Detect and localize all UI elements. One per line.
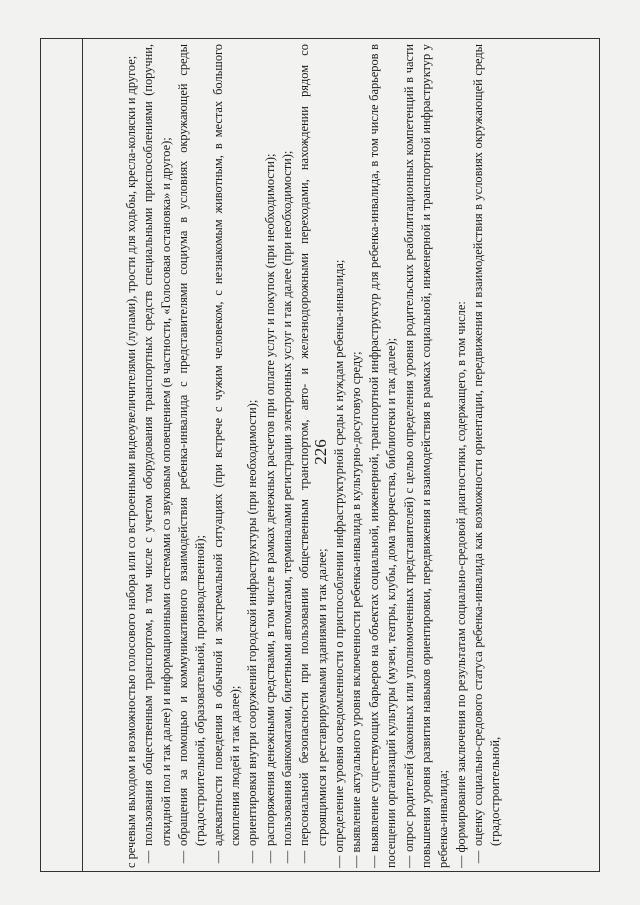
list-item [470, 44, 505, 868]
list-item [296, 44, 331, 868]
list-item-text: адекватности поведения в обычной и экстремальной ситуациях (при встрече с чужим человеком, с незнакомым животным, в местах большого скопления людей и так далее); [210, 44, 243, 846]
dash-marker: — [210, 850, 225, 864]
list-item-text: ориентировки внутри сооружений городской инфраструктуры (при необходимости); [245, 399, 260, 846]
list-item-text: обращения за помощью и коммуникативного взаимодействия ребенка-инвалида с представителями социума в условиях окружающей среды (градостроительной, образовательной, производственной); [176, 44, 208, 846]
dash-marker: — [176, 850, 191, 864]
paragraph: — определение уровня осведомленности о приспособлении инфраструктурной среды к нуждам ребенка-инвалида; [332, 259, 347, 868]
table-cell [83, 38, 600, 872]
dash-marker: — [141, 850, 156, 864]
paragraph: — опрос родителей (законных или уполномоченных представителей) с целью определения уровня родительских реабилитационных компетенций в части повышения уровня развития навыков ориентировки, передвижения и взаимодействия в рамках социальной, инженерной и транспортной инфраструктур у ребенка-инвалида; [401, 44, 451, 868]
dash-marker: — [245, 850, 260, 864]
list-item [279, 44, 296, 868]
list-item-text: оценку социально-средового статуса ребенка-инвалида как возможности ориентации, передвижения и взаимодействия в условиях окружающей среды (градостроительной, [470, 44, 503, 846]
paragraph: — выявление существующих барьеров на объектах социальной, инженерной, транспортной инфраструктур для ребенка-инвалида, в том числе барьеров в посещении организаций культуры (музеи, театры, клубы, дома творчества, библиотеки и так далее); [366, 44, 399, 868]
paragraph: с речевым выходом и возможностью голосового набора или со встроенными видеоувеличителями (лупами), трости для ходьбы, кресла-коляски и другое; [124, 55, 138, 868]
dash-marker: — [470, 850, 485, 864]
list-item-text: пользования банкоматами, билетными автоматами, терминалами регистрации электронных услуг и так далее (при необходимости); [280, 150, 295, 846]
dash-marker: — [280, 850, 295, 864]
list-item [175, 44, 210, 868]
dash-marker: — [297, 850, 312, 864]
list-item [140, 44, 175, 868]
dash-marker: — [262, 850, 277, 864]
list-item [262, 44, 279, 868]
page-number: 226 [311, 439, 330, 465]
list-item-text: распоряжения денежными средствами, в том числе в рамках денежных расчетов при оплате услуг и покупок (при необходимости); [262, 153, 277, 846]
list-item [244, 44, 261, 868]
list-item-text: персональной безопасности при пользовании общественным транспортом, авто- и железнодорожными переходами, нахождении рядом со строящимися и реставрируемыми зданиями и так далее; [297, 44, 329, 846]
list-item [210, 44, 245, 868]
paragraph: — формирование заключения по результатам социально-средовой диагностики, содержащего, в том числе: [453, 301, 468, 868]
list-item-text: пользования общественным транспортом, в том числе с учетом оборудования транспортных средств специальными приспособлениями (поручни, откидной пол и так далее) и информационными системами со звуковым оповещением (в частности, «Голосовая остановка» и другое); [141, 44, 173, 846]
paragraph: — выявление актуального уровня включенности ребенка-инвалида в культурно-досуговую среду; [349, 351, 364, 868]
cell-text [83, 38, 600, 872]
